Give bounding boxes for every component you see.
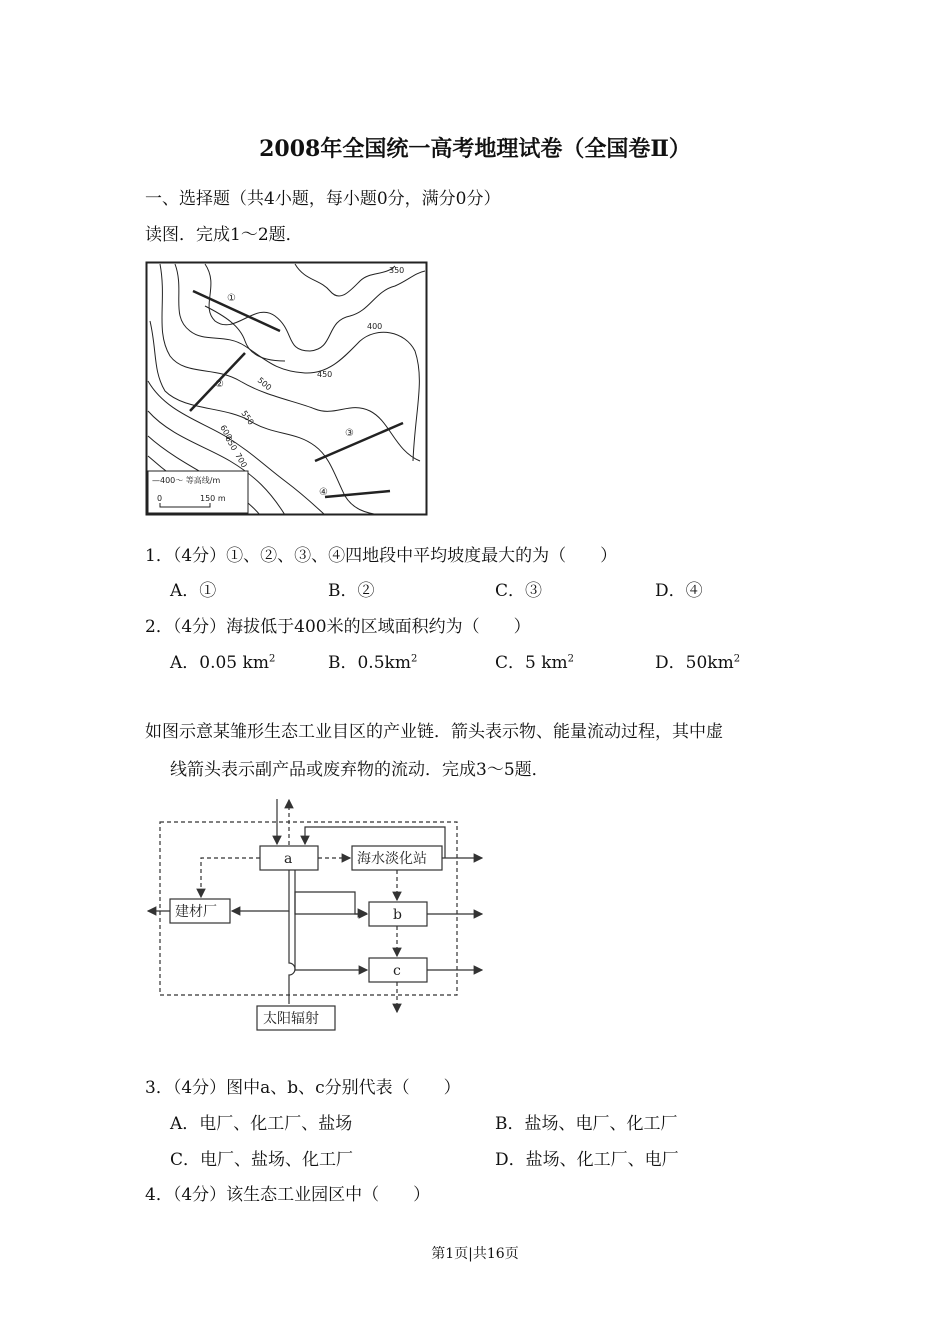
question-1-option-d[interactable]: D．④ bbox=[655, 581, 703, 601]
marker-1: ① bbox=[227, 293, 236, 304]
question-1-option-c[interactable]: C．③ bbox=[495, 581, 543, 601]
question-3-option-c[interactable]: C．电厂、盐场、化工厂 bbox=[170, 1150, 354, 1170]
contour-label-600: 600 bbox=[218, 423, 234, 442]
contour-label-650: 650 bbox=[223, 434, 239, 453]
question-1-option-a[interactable]: A．① bbox=[170, 581, 217, 601]
question-3-option-d[interactable]: D．盐场、化工厂、电厂 bbox=[495, 1150, 679, 1170]
intro-text-1: 读图．完成1～2题． bbox=[145, 225, 303, 245]
industry-chain-diagram bbox=[145, 797, 490, 1033]
question-4-stem: 4．（4分）该生态工业园区中（ ） bbox=[145, 1185, 431, 1205]
question-2-option-d[interactable] bbox=[655, 652, 740, 674]
contour-label-400: 400 bbox=[367, 322, 383, 331]
question-3-option-a[interactable]: A．电厂、化工厂、盐场 bbox=[170, 1114, 353, 1134]
section-heading: 一、选择题（共4小题，每小题0分，满分0分） bbox=[145, 189, 501, 209]
scale-start: 0 bbox=[157, 494, 163, 503]
intro-text-2-line-1: 如图示意某雏形生态工业目区的产业链．箭头表示物、能量流动过程，其中虚 bbox=[145, 722, 723, 742]
box-a-label: a bbox=[284, 851, 293, 867]
question-2-option-b[interactable] bbox=[328, 652, 417, 674]
legend-text: —400～ 等高线/m bbox=[152, 476, 221, 485]
box-desalination-label: 海水淡化站 bbox=[357, 851, 427, 867]
option-text: C．5 km bbox=[495, 653, 568, 673]
option-text: D．50km bbox=[655, 653, 734, 673]
box-solar-label: 太阳辐射 bbox=[263, 1011, 319, 1027]
question-1-stem: 1．（4分）①、②、③、④四地段中平均坡度最大的为（ ） bbox=[145, 546, 618, 566]
marker-3: ③ bbox=[345, 428, 354, 439]
question-2-option-c[interactable] bbox=[495, 652, 574, 674]
option-superscript: 2 bbox=[567, 653, 575, 665]
question-3-option-b[interactable]: B．盐场、电厂、化工厂 bbox=[495, 1114, 678, 1134]
contour-label-450: 450 bbox=[317, 370, 333, 379]
contour-label-700: 700 bbox=[233, 451, 249, 470]
option-superscript: 2 bbox=[410, 653, 418, 665]
option-text: A．0.05 km bbox=[170, 653, 269, 673]
scale-end: 150 m bbox=[200, 494, 226, 503]
contour-map bbox=[145, 261, 429, 517]
intro-text-2-line-2: 线箭头表示副产品或废弃物的流动．完成3～5题． bbox=[170, 760, 549, 780]
page-footer: 第1页|共16页 bbox=[431, 1246, 519, 1262]
question-3-stem: 3．（4分）图中a、b、c分别代表（ ） bbox=[145, 1078, 461, 1098]
question-2-option-a[interactable] bbox=[170, 652, 275, 674]
contour-label-500: 500 bbox=[255, 375, 274, 393]
option-text: B．0.5km bbox=[328, 653, 411, 673]
contour-label-550: 550 bbox=[239, 408, 256, 427]
contour-label-350: 350 bbox=[389, 266, 405, 275]
box-c-label: c bbox=[393, 963, 401, 979]
question-1-option-b[interactable]: B．② bbox=[328, 581, 375, 601]
question-2-stem: 2．（4分）海拔低于400米的区域面积约为（ ） bbox=[145, 617, 531, 637]
option-superscript: 2 bbox=[733, 653, 741, 665]
marker-2: ② bbox=[215, 379, 224, 390]
option-superscript: 2 bbox=[268, 653, 276, 665]
marker-4: ④ bbox=[319, 487, 328, 498]
box-building-label: 建材厂 bbox=[175, 904, 217, 920]
box-b-label: b bbox=[393, 907, 402, 923]
page-title: 2008年全国统一高考地理试卷（全国卷Ⅱ） bbox=[259, 136, 691, 162]
